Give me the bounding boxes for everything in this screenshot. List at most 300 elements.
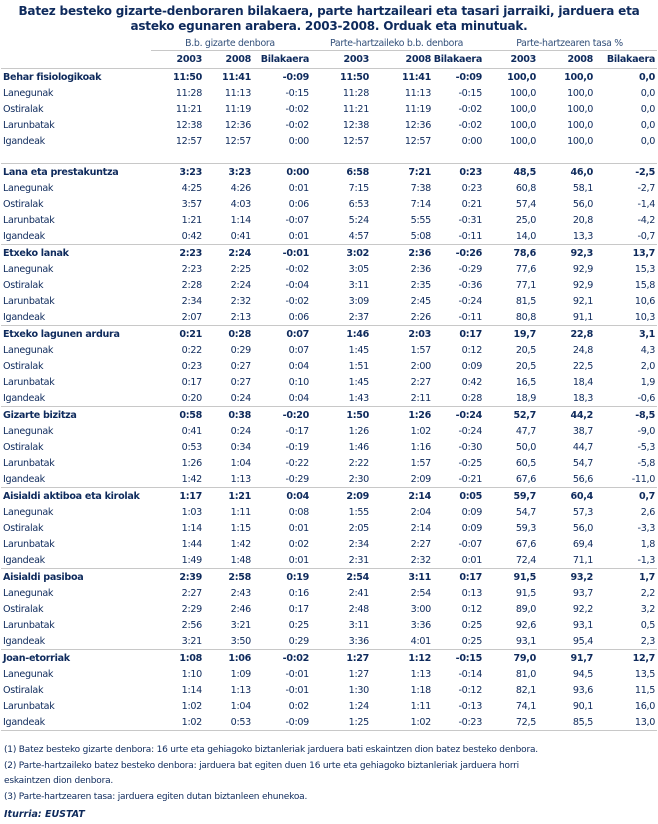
cell-value: -0:02 [285, 295, 309, 307]
cell-value: 0:34 [230, 441, 251, 453]
cell-value: 1:27 [311, 650, 371, 667]
cell-value: 0:01 [288, 554, 309, 566]
cell-value: 90,1 [572, 700, 594, 712]
cell-value: 1:45 [348, 376, 369, 388]
row-label: Etxeko lanak [1, 245, 151, 262]
cell-value: 92,9 [572, 263, 594, 275]
cell-value: 48,5 [484, 164, 538, 181]
cell-value: 0:17 [433, 326, 484, 343]
cell-value: 2:14 [371, 488, 433, 505]
table-row [1, 439, 657, 455]
cell-value: 2:24 [230, 279, 251, 291]
cell-value: 2,6 [640, 506, 656, 518]
cell-value: 3:05 [348, 263, 369, 275]
cell-value: 0:17 [288, 603, 309, 615]
cell-value: 2:58 [204, 569, 253, 586]
cell-value: 0:09 [461, 360, 483, 372]
data-table [1, 36, 657, 735]
table-row [1, 133, 657, 149]
cell-value: 6:53 [348, 198, 369, 210]
group-total-row [1, 488, 657, 505]
table-row [1, 585, 657, 601]
cell-value: -2,5 [595, 164, 657, 181]
cell-value: 100,0 [510, 119, 537, 131]
cell-value: 2:09 [410, 473, 431, 485]
cell-value: 1,8 [640, 538, 656, 550]
cell-value: 12:38 [175, 119, 202, 131]
column-header: 2008 [538, 51, 595, 69]
cell-value: 92,2 [572, 603, 594, 615]
cell-value: 1:51 [348, 360, 369, 372]
cell-value: 0:53 [181, 441, 202, 453]
table-row [1, 536, 657, 552]
cell-value: 1:02 [181, 716, 202, 728]
group-total-row [1, 245, 657, 262]
cell-value: 1,9 [640, 376, 656, 388]
cell-value: 2:48 [348, 603, 369, 615]
cell-value: -0:11 [458, 311, 483, 323]
cell-value: 44,2 [538, 407, 595, 424]
cell-value: 1:50 [311, 407, 371, 424]
table-row [1, 196, 657, 212]
cell-value: 11:21 [342, 103, 369, 115]
cell-value: 0:07 [288, 344, 309, 356]
cell-value: 20,8 [572, 214, 594, 226]
cell-value: -0:29 [458, 263, 483, 275]
cell-value: 0:21 [461, 198, 483, 210]
cell-value: 12:38 [342, 119, 369, 131]
cell-value: 91,5 [484, 569, 538, 586]
cell-value: 81,0 [515, 668, 537, 680]
cell-value: 4:26 [230, 182, 251, 194]
cell-value: 2:37 [348, 311, 369, 323]
cell-value: 13,5 [634, 668, 656, 680]
row-label: Ostiralak [3, 441, 44, 453]
cell-value: 1:04 [230, 700, 251, 712]
cell-value: 12,7 [595, 650, 657, 667]
cell-value: 0:53 [230, 716, 251, 728]
cell-value: 3:50 [230, 635, 251, 647]
group-total-row [1, 164, 657, 181]
cell-value: 1:02 [181, 700, 202, 712]
cell-value: 81,5 [515, 295, 537, 307]
cell-value: -0:02 [285, 263, 309, 275]
cell-value: 3,2 [640, 603, 656, 615]
cell-value: 2:09 [311, 488, 371, 505]
cell-value: -0:12 [458, 684, 483, 696]
cell-value: 100,0 [567, 103, 594, 115]
row-label: Lanegunak [3, 344, 54, 356]
cell-value: 1:25 [348, 716, 369, 728]
table-row [1, 374, 657, 390]
cell-value: 0:19 [253, 569, 311, 586]
cell-value: 1:11 [230, 506, 251, 518]
cell-value: 2:32 [230, 295, 251, 307]
cell-value: 16,0 [634, 700, 656, 712]
cell-value: 1:46 [348, 441, 369, 453]
cell-value: 16,5 [515, 376, 537, 388]
cell-value: 91,1 [572, 311, 594, 323]
cell-value: 11,5 [634, 684, 656, 696]
row-label: Lanegunak [3, 506, 54, 518]
cell-value: -0:09 [455, 71, 483, 83]
cell-value: 72,4 [515, 554, 537, 566]
cell-value: 2:36 [371, 245, 433, 262]
cell-value: 0,0 [640, 135, 656, 147]
cell-value: -0,6 [637, 392, 656, 404]
row-label: Lanegunak [3, 263, 54, 275]
cell-value: 0:01 [288, 182, 309, 194]
cell-value: 1:21 [181, 214, 202, 226]
cell-value: 12:57 [404, 135, 431, 147]
cell-value: 44,7 [572, 441, 594, 453]
column-header: 2003 [311, 51, 371, 69]
cell-value: 15,8 [634, 279, 656, 291]
cell-value: 93,6 [572, 684, 594, 696]
cell-value: -2,7 [637, 182, 656, 194]
cell-value: 3:02 [311, 245, 371, 262]
group-total-row [1, 569, 657, 586]
cell-value: 100,0 [507, 71, 537, 83]
footnote: (3) Parte-hartzearen tasa: jarduera egiten dutan biztanleen ehunekoa. [4, 791, 308, 802]
cell-value: 12:57 [175, 135, 202, 147]
cell-value: -0:02 [253, 650, 311, 667]
cell-value: 0:17 [181, 376, 202, 388]
cell-value: 11:50 [172, 71, 202, 83]
row-label: Ostiralak [3, 198, 44, 210]
cell-value: 18,9 [515, 392, 537, 404]
cell-value: 60,5 [515, 457, 537, 469]
cell-value: 93,2 [538, 569, 595, 586]
cell-value: 18,3 [572, 392, 594, 404]
cell-value: 0:22 [181, 344, 202, 356]
cell-value: 0:12 [461, 344, 483, 356]
cell-value: 2,2 [640, 587, 656, 599]
cell-value: 1:14 [230, 214, 251, 226]
cell-value: 2:32 [410, 554, 431, 566]
cell-value: 3:23 [151, 164, 204, 181]
cell-value: 38,7 [572, 425, 594, 437]
cell-value: 1:30 [348, 684, 369, 696]
row-label: Larunbatak [3, 619, 55, 631]
cell-value: 7:38 [410, 182, 431, 194]
table-row [1, 309, 657, 326]
cell-value: 2:34 [181, 295, 202, 307]
cell-value: 92,6 [515, 619, 537, 631]
table-row [1, 471, 657, 488]
cell-value: 67,6 [515, 473, 537, 485]
column-header: Bilakaera [253, 51, 311, 69]
row-label: Aisialdi aktiboa eta kirolak [1, 488, 151, 505]
cell-value: 14,0 [515, 230, 537, 242]
cell-value: 2:45 [410, 295, 431, 307]
cell-value: 1:14 [181, 684, 202, 696]
cell-value: 0:01 [461, 554, 483, 566]
cell-value: 0:12 [461, 603, 483, 615]
cell-value: 1:06 [204, 650, 253, 667]
cell-value: 1:55 [348, 506, 369, 518]
cell-value: 54,7 [572, 457, 594, 469]
table-row [1, 504, 657, 520]
column-header: 2008 [204, 51, 253, 69]
cell-value: 59,7 [484, 488, 538, 505]
cell-value: -0:07 [458, 538, 483, 550]
cell-value: -0:02 [458, 103, 483, 115]
cell-value: 0:42 [461, 376, 483, 388]
cell-value: -0:25 [458, 457, 483, 469]
cell-value: 25,0 [515, 214, 537, 226]
table-row [1, 261, 657, 277]
cell-value: 2:27 [410, 538, 431, 550]
column-group-header: B.b. gizarte denbora [151, 36, 311, 51]
cell-value: -1,4 [637, 198, 656, 210]
row-label: Ostiralak [3, 522, 44, 534]
cell-value: 1:02 [410, 716, 431, 728]
cell-value: -0:15 [458, 87, 483, 99]
cell-value: 0:04 [288, 360, 309, 372]
table-row [1, 552, 657, 569]
cell-value: 0:23 [433, 164, 484, 181]
table-row [1, 520, 657, 536]
cell-value: 0:24 [230, 392, 251, 404]
column-header: Bilakaera [433, 51, 484, 69]
cell-value: 77,1 [515, 279, 537, 291]
row-label: Larunbatak [3, 214, 55, 226]
cell-value: 72,5 [515, 716, 537, 728]
cell-value: 5:55 [410, 214, 431, 226]
table-row [1, 85, 657, 101]
row-label: Larunbatak [3, 700, 55, 712]
cell-value: 1:11 [410, 700, 431, 712]
cell-value: 100,0 [564, 71, 594, 83]
cell-value: 0:02 [288, 538, 309, 550]
row-label: Lanegunak [3, 425, 54, 437]
cell-value: -0:31 [458, 214, 483, 226]
cell-value: 58,1 [572, 182, 594, 194]
cell-value: 7:21 [371, 164, 433, 181]
cell-value: 2:56 [181, 619, 202, 631]
cell-value: 2:00 [410, 360, 431, 372]
row-label: Ostiralak [3, 279, 44, 291]
cell-value: 3:09 [348, 295, 369, 307]
cell-value: 2:11 [410, 392, 431, 404]
cell-value: 13,0 [634, 716, 656, 728]
cell-value: 2:54 [311, 569, 371, 586]
cell-value: 11:28 [175, 87, 202, 99]
cell-value: 12:36 [404, 119, 431, 131]
cell-value: 2:24 [204, 245, 253, 262]
cell-value: 2,3 [640, 635, 656, 647]
group-total-row [1, 407, 657, 424]
cell-value: 3:11 [348, 619, 369, 631]
cell-value: 100,0 [567, 87, 594, 99]
cell-value: 11:41 [221, 71, 251, 83]
cell-value: 0:29 [230, 344, 251, 356]
row-label: Larunbatak [3, 119, 55, 131]
cell-value: 7:15 [348, 182, 369, 194]
cell-value: 0:38 [204, 407, 253, 424]
cell-value: 1:26 [181, 457, 202, 469]
cell-value: 5:08 [410, 230, 431, 242]
cell-value: -0:02 [285, 103, 309, 115]
cell-value: 1:17 [151, 488, 204, 505]
cell-value: 0:28 [461, 392, 483, 404]
table-row [1, 293, 657, 309]
cell-value: 0:09 [461, 506, 483, 518]
cell-value: -0:23 [458, 716, 483, 728]
row-label: Larunbatak [3, 295, 55, 307]
cell-value: 0:10 [288, 376, 309, 388]
cell-value: 0:23 [181, 360, 202, 372]
cell-value: 3:11 [348, 279, 369, 291]
table-row [1, 633, 657, 650]
cell-value: 11:13 [224, 87, 251, 99]
cell-value: 59,3 [515, 522, 537, 534]
cell-value: 0:01 [288, 230, 309, 242]
cell-value: 0:00 [253, 164, 311, 181]
row-label: Ostiralak [3, 360, 44, 372]
cell-value: -0:30 [458, 441, 483, 453]
row-label: Lanegunak [3, 668, 54, 680]
cell-value: 1:13 [230, 684, 251, 696]
cell-value: 15,3 [634, 263, 656, 275]
cell-value: 2:34 [348, 538, 369, 550]
cell-value: 0:16 [288, 587, 309, 599]
row-label: Larunbatak [3, 457, 55, 469]
cell-value: 0:04 [288, 392, 309, 404]
cell-value: 1:13 [410, 668, 431, 680]
cell-value: 0:05 [433, 488, 484, 505]
footnote: (2) Parte-hartzaileko batez besteko denbora: jarduera bat egiten duen 16 urte eta gehiagoko biztanleriak jarduera horri eskaintzen dion denbora. [4, 760, 519, 786]
cell-value: 1:13 [230, 473, 251, 485]
cell-value: 1:09 [230, 668, 251, 680]
cell-value: -0:15 [433, 650, 484, 667]
cell-value: 2:39 [151, 569, 204, 586]
cell-value: 1:46 [311, 326, 371, 343]
cell-value: -0:13 [458, 700, 483, 712]
cell-value: 4:01 [410, 635, 431, 647]
source-label: Iturria: EUSTAT [4, 809, 85, 820]
cell-value: 91,5 [515, 587, 537, 599]
cell-value: 1:42 [230, 538, 251, 550]
cell-value: 52,7 [484, 407, 538, 424]
table-row [1, 666, 657, 682]
cell-value: -5,3 [637, 441, 656, 453]
cell-value: -0:26 [433, 245, 484, 262]
cell-value: 1:57 [410, 344, 431, 356]
column-group-header: Parte-hartzaileko b.b. denbora [311, 36, 484, 51]
cell-value: 2:23 [151, 245, 204, 262]
cell-value: -8,5 [595, 407, 657, 424]
table-row [1, 714, 657, 731]
cell-value: 11:19 [404, 103, 431, 115]
cell-value: 3:21 [230, 619, 251, 631]
cell-value: 0,0 [640, 87, 656, 99]
row-label: Igandeak [3, 135, 45, 147]
cell-value: 94,5 [572, 668, 594, 680]
cell-value: 13,3 [572, 230, 594, 242]
column-group-header: Parte-hartzearen tasa % [484, 36, 657, 51]
cell-value: -0:17 [285, 425, 309, 437]
cell-value: -0:24 [458, 295, 483, 307]
column-header: 2003 [151, 51, 204, 69]
cell-value: 1:27 [348, 668, 369, 680]
row-label: Lanegunak [3, 587, 54, 599]
row-label: Igandeak [3, 473, 45, 485]
cell-value: -0:22 [285, 457, 309, 469]
cell-value: 77,6 [515, 263, 537, 275]
cell-value: 6:58 [311, 164, 371, 181]
cell-value: 2:07 [181, 311, 202, 323]
cell-value: 1:21 [204, 488, 253, 505]
cell-value: 3,1 [595, 326, 657, 343]
row-label: Lanegunak [3, 182, 54, 194]
cell-value: 1:24 [348, 700, 369, 712]
cell-value: 74,1 [515, 700, 537, 712]
cell-value: -0:19 [285, 441, 309, 453]
cell-value: 56,0 [572, 198, 594, 210]
cell-value: 100,0 [567, 135, 594, 147]
row-label: Igandeak [3, 554, 45, 566]
cell-value: 2:22 [348, 457, 369, 469]
cell-value: 3:23 [204, 164, 253, 181]
cell-value: 0:06 [288, 311, 309, 323]
cell-value: 11:50 [339, 71, 369, 83]
cell-value: 71,1 [572, 554, 594, 566]
cell-value: 2:28 [181, 279, 202, 291]
cell-value: 79,0 [484, 650, 538, 667]
cell-value: -0:04 [285, 279, 309, 291]
cell-value: 80,8 [515, 311, 537, 323]
cell-value: 20,5 [515, 344, 537, 356]
column-header: 2003 [484, 51, 538, 69]
cell-value: 12:57 [224, 135, 251, 147]
cell-value: 20,5 [515, 360, 537, 372]
cell-value: 0:23 [461, 182, 483, 194]
cell-value: 2:25 [230, 263, 251, 275]
cell-value: 78,6 [484, 245, 538, 262]
row-label: Igandeak [3, 230, 45, 242]
cell-value: 2:54 [410, 587, 431, 599]
cell-value: 1:45 [348, 344, 369, 356]
footnotes [4, 743, 658, 805]
row-label: Ostiralak [3, 684, 44, 696]
cell-value: -0:01 [253, 245, 311, 262]
table-row [1, 423, 657, 439]
cell-value: 100,0 [510, 135, 537, 147]
cell-value: 1:49 [181, 554, 202, 566]
cell-value: 1:08 [151, 650, 204, 667]
cell-value: 46,0 [538, 164, 595, 181]
cell-value: 4:57 [348, 230, 369, 242]
cell-value: -0:15 [285, 87, 309, 99]
cell-value: 0:04 [253, 488, 311, 505]
cell-value: 12:57 [342, 135, 369, 147]
column-header: Bilakaera [595, 51, 657, 69]
cell-value: 0:07 [253, 326, 311, 343]
cell-value: -0:02 [458, 119, 483, 131]
column-header: 2008 [371, 51, 433, 69]
cell-value: 3:36 [348, 635, 369, 647]
table-row [1, 180, 657, 196]
row-label: Behar fisiologikoak [3, 71, 102, 83]
cell-value: -1,3 [637, 554, 656, 566]
table-row [1, 390, 657, 407]
cell-value: 1:14 [181, 522, 202, 534]
cell-value: 0:28 [204, 326, 253, 343]
cell-value: 0:25 [461, 619, 483, 631]
table-row [1, 117, 657, 133]
